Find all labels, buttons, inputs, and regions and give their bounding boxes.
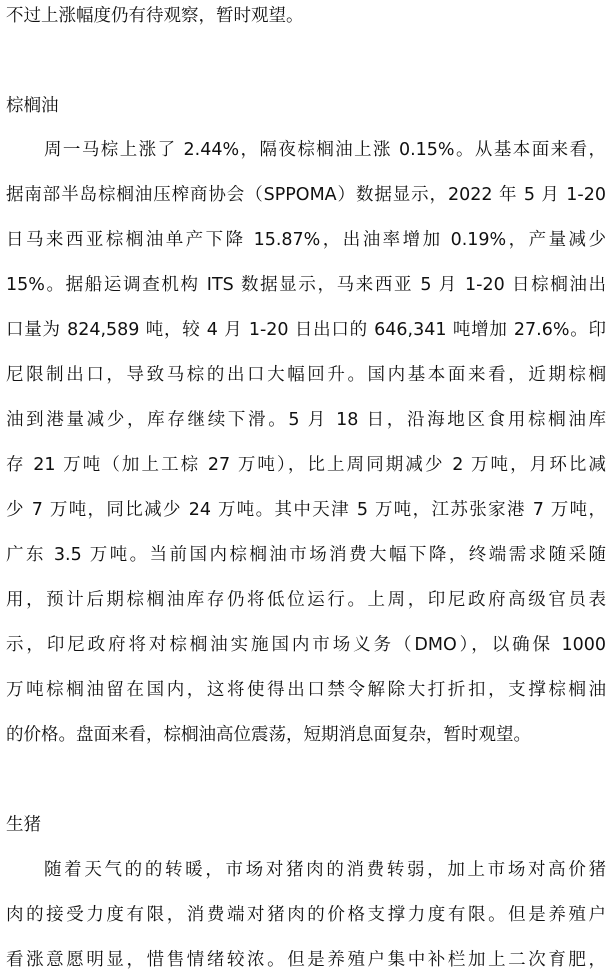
intro-tail-line: 不过上涨幅度仍有待观察，暂时观望。 (6, 6, 304, 26)
paragraph-line: 周一马棕上涨了 2.44%，隔夜棕榈油上涨 0.15%。从基本面来看， (44, 140, 606, 160)
paragraph-line: 15%。据船运调查机构 ITS 数据显示，马来西亚 5 月 1-20 日棕榈油出 (6, 275, 606, 295)
palm-oil-heading: 棕榈油 (6, 96, 59, 116)
paragraph-line: 示，印尼政府将对棕榈油实施国内市场义务（DMO），以确保 1000 (6, 635, 606, 655)
paragraph-line: 油到港量减少，库存继续下滑。5 月 18 日，沿海地区食用棕榈油库 (6, 410, 606, 430)
paragraph-line: 存 21 万吨（加上工棕 27 万吨），比上周同期减少 2 万吨，月环比减 (6, 455, 606, 475)
paragraph-line: 据南部半岛棕榈油压榨商协会（SPPOMA）数据显示，2022 年 5 月 1-20 (6, 185, 606, 205)
paragraph-line: 口量为 824,589 吨，较 4 月 1-20 日出口的 646,341 吨增加 27.6%。印 (6, 320, 606, 340)
hog-heading: 生猪 (6, 815, 41, 835)
paragraph-line: 随着天气的的转暖，市场对猪肉的消费转弱，加上市场对高价猪 (44, 860, 606, 880)
paragraph-line: 的价格。盘面来看，棕榈油高位震荡，短期消息面复杂，暂时观望。 (6, 725, 531, 745)
paragraph-line: 万吨棕榈油留在国内，这将使得出口禁令解除大打折扣，支撑棕榈油 (6, 680, 606, 700)
paragraph-line: 看涨意愿明显，惜售情绪较浓。但是养殖户集中补栏加上二次育肥， (6, 950, 606, 970)
paragraph-line: 肉的接受力度有限，消费端对猪肉的价格支撑力度有限。但是养殖户 (6, 905, 606, 925)
paragraph-line: 少 7 万吨，同比减少 24 万吨。其中天津 5 万吨，江苏张家港 7 万吨， (6, 500, 606, 520)
paragraph-line: 用，预计后期棕榈油库存仍将低位运行。上周，印尼政府高级官员表 (6, 590, 606, 610)
paragraph-line: 广东 3.5 万吨。当前国内棕榈油市场消费大幅下降，终端需求随采随 (6, 545, 606, 565)
paragraph-line: 尼限制出口，导致马棕的出口大幅回升。国内基本面来看，近期棕榈 (6, 365, 606, 385)
paragraph-line: 日马来西亚棕榈油单产下降 15.87%，出油率增加 0.19%，产量减少 (6, 230, 606, 250)
